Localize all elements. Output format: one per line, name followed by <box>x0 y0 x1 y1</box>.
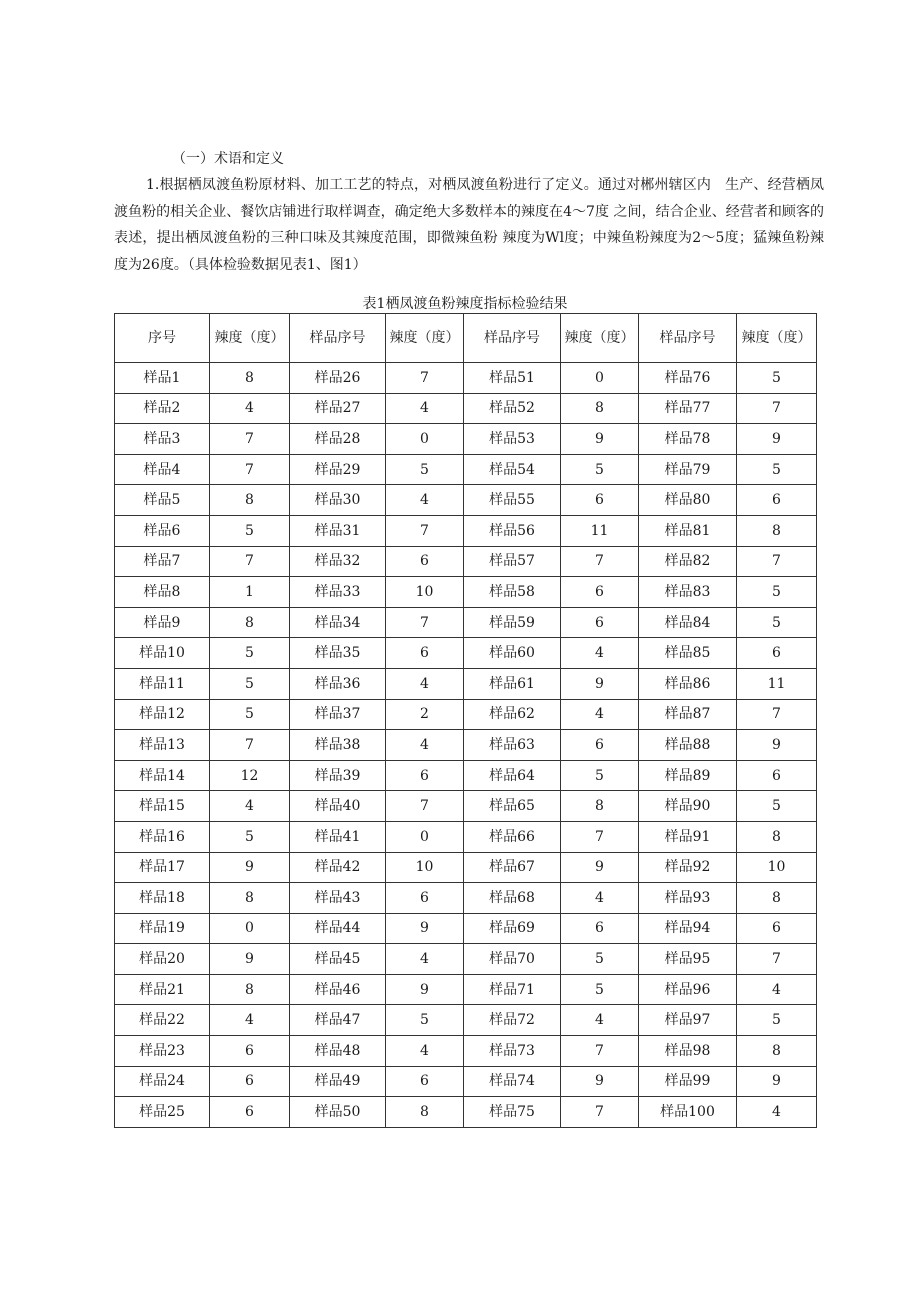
sample-id-cell: 样品81 <box>639 515 737 546</box>
spiciness-value-cell: 4 <box>386 668 464 699</box>
spiciness-value-cell: 10 <box>386 852 464 883</box>
spiciness-value-cell: 9 <box>737 1066 817 1097</box>
spiciness-value-cell: 4 <box>561 638 639 669</box>
spiciness-value-cell: 5 <box>737 454 817 485</box>
spiciness-value-cell: 4 <box>210 1005 290 1036</box>
spiciness-value-cell: 4 <box>386 730 464 761</box>
spiciness-value-cell: 9 <box>561 424 639 455</box>
spiciness-value-cell: 8 <box>386 1097 464 1128</box>
sample-id-cell: 样品63 <box>464 730 561 761</box>
definition-paragraph: 1.根据栖凤渡鱼粉原材料、加工工艺的特点，对栖凤渡鱼粉进行了定义。通过对郴州辖区内 生产、经营栖凤渡鱼粉的相关企业、餐饮店铺进行取样调查，确定绝大多数样本的辣度在4～7度 之间，结合企业、经营者和顾客的表述，提出栖凤渡鱼粉的三种口味及其辣度范围，即微辣鱼粉 辣度为Wl度；中辣鱼粉辣度为2～5度；猛辣鱼粉辣度为26度。（具体检验数据见表1、图1） <box>114 177 824 273</box>
sample-id-cell: 样品7 <box>115 546 210 577</box>
column-header: 辣度（度） <box>210 314 290 363</box>
sample-id-cell: 样品13 <box>115 730 210 761</box>
spiciness-value-cell: 2 <box>386 699 464 730</box>
spiciness-value-cell: 8 <box>737 515 817 546</box>
sample-id-cell: 样品50 <box>290 1097 386 1128</box>
sample-id-cell: 样品90 <box>639 791 737 822</box>
spiciness-value-cell: 12 <box>210 760 290 791</box>
sample-id-cell: 样品31 <box>290 515 386 546</box>
spiciness-value-cell: 5 <box>737 577 817 608</box>
table-row <box>115 791 817 822</box>
sample-id-cell: 样品6 <box>115 515 210 546</box>
spiciness-value-cell: 9 <box>386 913 464 944</box>
spiciness-value-cell: 0 <box>561 363 639 394</box>
sample-id-cell: 样品56 <box>464 515 561 546</box>
sample-id-cell: 样品72 <box>464 1005 561 1036</box>
sample-id-cell: 样品46 <box>290 974 386 1005</box>
spiciness-value-cell: 11 <box>737 668 817 699</box>
sample-id-cell: 样品73 <box>464 1036 561 1067</box>
spiciness-value-cell: 9 <box>561 1066 639 1097</box>
sample-id-cell: 样品37 <box>290 699 386 730</box>
sample-id-cell: 样品18 <box>115 883 210 914</box>
spiciness-value-cell: 4 <box>737 1097 817 1128</box>
sample-id-cell: 样品45 <box>290 944 386 975</box>
sample-id-cell: 样品91 <box>639 821 737 852</box>
sample-id-cell: 样品24 <box>115 1066 210 1097</box>
column-header: 辣度（度） <box>386 314 464 363</box>
spiciness-value-cell: 5 <box>386 454 464 485</box>
table-row <box>115 638 817 669</box>
sample-id-cell: 样品11 <box>115 668 210 699</box>
sample-id-cell: 样品25 <box>115 1097 210 1128</box>
spiciness-value-cell: 8 <box>210 363 290 394</box>
spiciness-value-cell: 7 <box>737 699 817 730</box>
spiciness-value-cell: 4 <box>561 883 639 914</box>
sample-id-cell: 样品10 <box>115 638 210 669</box>
sample-id-cell: 样品32 <box>290 546 386 577</box>
sample-id-cell: 样品47 <box>290 1005 386 1036</box>
sample-id-cell: 样品26 <box>290 363 386 394</box>
table-row <box>115 913 817 944</box>
spiciness-value-cell: 5 <box>561 974 639 1005</box>
table-row <box>115 485 817 516</box>
spiciness-value-cell: 5 <box>386 1005 464 1036</box>
spiciness-value-cell: 5 <box>561 944 639 975</box>
spiciness-results-table <box>114 313 817 1128</box>
sample-id-cell: 样品80 <box>639 485 737 516</box>
spiciness-value-cell: 8 <box>210 607 290 638</box>
table-row <box>115 393 817 424</box>
spiciness-value-cell: 8 <box>210 485 290 516</box>
spiciness-value-cell: 7 <box>561 546 639 577</box>
sample-id-cell: 样品48 <box>290 1036 386 1067</box>
spiciness-value-cell: 4 <box>386 485 464 516</box>
spiciness-value-cell: 6 <box>561 577 639 608</box>
sample-id-cell: 样品54 <box>464 454 561 485</box>
sample-id-cell: 样品21 <box>115 974 210 1005</box>
spiciness-value-cell: 7 <box>561 821 639 852</box>
sample-id-cell: 样品41 <box>290 821 386 852</box>
spiciness-value-cell: 9 <box>737 730 817 761</box>
sample-id-cell: 样品4 <box>115 454 210 485</box>
spiciness-value-cell: 9 <box>737 424 817 455</box>
sample-id-cell: 样品15 <box>115 791 210 822</box>
sample-id-cell: 样品99 <box>639 1066 737 1097</box>
spiciness-value-cell: 0 <box>386 821 464 852</box>
sample-id-cell: 样品60 <box>464 638 561 669</box>
spiciness-value-cell: 4 <box>386 944 464 975</box>
spiciness-value-cell: 8 <box>561 393 639 424</box>
spiciness-value-cell: 10 <box>386 577 464 608</box>
spiciness-value-cell: 8 <box>561 791 639 822</box>
spiciness-value-cell: 6 <box>386 546 464 577</box>
spiciness-value-cell: 7 <box>386 363 464 394</box>
sample-id-cell: 样品93 <box>639 883 737 914</box>
table-row <box>115 821 817 852</box>
sample-id-cell: 样品22 <box>115 1005 210 1036</box>
spiciness-value-cell: 9 <box>561 668 639 699</box>
sample-id-cell: 样品14 <box>115 760 210 791</box>
sample-id-cell: 样品70 <box>464 944 561 975</box>
table-row <box>115 699 817 730</box>
spiciness-value-cell: 11 <box>561 515 639 546</box>
spiciness-value-cell: 6 <box>210 1036 290 1067</box>
sample-id-cell: 样品88 <box>639 730 737 761</box>
sample-id-cell: 样品43 <box>290 883 386 914</box>
sample-id-cell: 样品34 <box>290 607 386 638</box>
sample-id-cell: 样品52 <box>464 393 561 424</box>
sample-id-cell: 样品27 <box>290 393 386 424</box>
spiciness-value-cell: 8 <box>737 821 817 852</box>
sample-id-cell: 样品30 <box>290 485 386 516</box>
table-row <box>115 668 817 699</box>
spiciness-value-cell: 5 <box>737 607 817 638</box>
spiciness-value-cell: 5 <box>737 1005 817 1036</box>
sample-id-cell: 样品85 <box>639 638 737 669</box>
table-row <box>115 883 817 914</box>
sample-id-cell: 样品78 <box>639 424 737 455</box>
sample-id-cell: 样品36 <box>290 668 386 699</box>
sample-id-cell: 样品40 <box>290 791 386 822</box>
sample-id-cell: 样品64 <box>464 760 561 791</box>
sample-id-cell: 样品29 <box>290 454 386 485</box>
sample-id-cell: 样品12 <box>115 699 210 730</box>
spiciness-value-cell: 4 <box>561 1005 639 1036</box>
spiciness-value-cell: 8 <box>210 883 290 914</box>
spiciness-value-cell: 9 <box>210 944 290 975</box>
spiciness-value-cell: 7 <box>561 1097 639 1128</box>
sample-id-cell: 样品59 <box>464 607 561 638</box>
spiciness-value-cell: 5 <box>561 760 639 791</box>
sample-id-cell: 样品66 <box>464 821 561 852</box>
sample-id-cell: 样品68 <box>464 883 561 914</box>
spiciness-value-cell: 5 <box>561 454 639 485</box>
table-row <box>115 974 817 1005</box>
spiciness-value-cell: 6 <box>561 913 639 944</box>
spiciness-value-cell: 7 <box>386 791 464 822</box>
sample-id-cell: 样品58 <box>464 577 561 608</box>
table-row <box>115 546 817 577</box>
sample-id-cell: 样品86 <box>639 668 737 699</box>
sample-id-cell: 样品2 <box>115 393 210 424</box>
spiciness-value-cell: 5 <box>210 699 290 730</box>
sample-id-cell: 样品76 <box>639 363 737 394</box>
sample-id-cell: 样品100 <box>639 1097 737 1128</box>
sample-id-cell: 样品79 <box>639 454 737 485</box>
spiciness-value-cell: 5 <box>210 668 290 699</box>
sample-id-cell: 样品55 <box>464 485 561 516</box>
sample-id-cell: 样品87 <box>639 699 737 730</box>
spiciness-value-cell: 7 <box>561 1036 639 1067</box>
table-row <box>115 1097 817 1128</box>
sample-id-cell: 样品65 <box>464 791 561 822</box>
sample-id-cell: 样品9 <box>115 607 210 638</box>
table-row <box>115 760 817 791</box>
sample-id-cell: 样品62 <box>464 699 561 730</box>
sample-id-cell: 样品69 <box>464 913 561 944</box>
spiciness-value-cell: 7 <box>386 607 464 638</box>
spiciness-value-cell: 9 <box>561 852 639 883</box>
spiciness-value-cell: 5 <box>737 363 817 394</box>
spiciness-value-cell: 10 <box>737 852 817 883</box>
spiciness-value-cell: 5 <box>210 515 290 546</box>
spiciness-value-cell: 7 <box>737 546 817 577</box>
sample-id-cell: 样品74 <box>464 1066 561 1097</box>
sample-id-cell: 样品53 <box>464 424 561 455</box>
spiciness-value-cell: 6 <box>737 638 817 669</box>
table-row <box>115 1036 817 1067</box>
sample-id-cell: 样品5 <box>115 485 210 516</box>
sample-id-cell: 样品35 <box>290 638 386 669</box>
sample-id-cell: 样品83 <box>639 577 737 608</box>
spiciness-value-cell: 6 <box>561 730 639 761</box>
table-body <box>115 363 817 1128</box>
column-header: 样品序号 <box>464 314 561 363</box>
sample-id-cell: 样品98 <box>639 1036 737 1067</box>
sample-id-cell: 样品82 <box>639 546 737 577</box>
spiciness-value-cell: 6 <box>561 485 639 516</box>
sample-id-cell: 样品61 <box>464 668 561 699</box>
sample-id-cell: 样品28 <box>290 424 386 455</box>
section-heading: （一）术语和定义 <box>172 151 284 167</box>
spiciness-value-cell: 4 <box>210 791 290 822</box>
spiciness-value-cell: 6 <box>386 638 464 669</box>
spiciness-value-cell: 7 <box>210 454 290 485</box>
spiciness-value-cell: 4 <box>386 393 464 424</box>
sample-id-cell: 样品75 <box>464 1097 561 1128</box>
table-header-row <box>115 314 817 363</box>
table-row <box>115 424 817 455</box>
spiciness-value-cell: 0 <box>386 424 464 455</box>
spiciness-value-cell: 1 <box>210 577 290 608</box>
spiciness-value-cell: 6 <box>210 1066 290 1097</box>
sample-id-cell: 样品96 <box>639 974 737 1005</box>
spiciness-value-cell: 6 <box>386 760 464 791</box>
sample-id-cell: 样品44 <box>290 913 386 944</box>
spiciness-value-cell: 7 <box>386 515 464 546</box>
spiciness-value-cell: 9 <box>210 852 290 883</box>
column-header: 样品序号 <box>290 314 386 363</box>
spiciness-value-cell: 8 <box>210 974 290 1005</box>
column-header: 样品序号 <box>639 314 737 363</box>
sample-id-cell: 样品16 <box>115 821 210 852</box>
sample-id-cell: 样品39 <box>290 760 386 791</box>
table-row <box>115 454 817 485</box>
spiciness-value-cell: 6 <box>386 1066 464 1097</box>
table-row <box>115 1005 817 1036</box>
sample-id-cell: 样品17 <box>115 852 210 883</box>
spiciness-value-cell: 4 <box>386 1036 464 1067</box>
spiciness-value-cell: 7 <box>210 424 290 455</box>
spiciness-value-cell: 6 <box>737 760 817 791</box>
spiciness-value-cell: 6 <box>561 607 639 638</box>
spiciness-value-cell: 5 <box>210 638 290 669</box>
spiciness-value-cell: 4 <box>210 393 290 424</box>
spiciness-value-cell: 4 <box>561 699 639 730</box>
table-row <box>115 1066 817 1097</box>
spiciness-value-cell: 7 <box>210 730 290 761</box>
sample-id-cell: 样品8 <box>115 577 210 608</box>
sample-id-cell: 样品20 <box>115 944 210 975</box>
sample-id-cell: 样品19 <box>115 913 210 944</box>
spiciness-value-cell: 9 <box>386 974 464 1005</box>
sample-id-cell: 样品1 <box>115 363 210 394</box>
spiciness-value-cell: 6 <box>737 913 817 944</box>
sample-id-cell: 样品77 <box>639 393 737 424</box>
spiciness-value-cell: 8 <box>737 883 817 914</box>
sample-id-cell: 样品51 <box>464 363 561 394</box>
sample-id-cell: 样品94 <box>639 913 737 944</box>
sample-id-cell: 样品71 <box>464 974 561 1005</box>
table-row <box>115 852 817 883</box>
sample-id-cell: 样品57 <box>464 546 561 577</box>
spiciness-value-cell: 4 <box>737 974 817 1005</box>
sample-id-cell: 样品49 <box>290 1066 386 1097</box>
spiciness-value-cell: 5 <box>210 821 290 852</box>
sample-id-cell: 样品92 <box>639 852 737 883</box>
sample-id-cell: 样品84 <box>639 607 737 638</box>
table-row <box>115 577 817 608</box>
sample-id-cell: 样品33 <box>290 577 386 608</box>
table-row <box>115 363 817 394</box>
table-row <box>115 607 817 638</box>
spiciness-value-cell: 7 <box>737 944 817 975</box>
spiciness-value-cell: 7 <box>737 393 817 424</box>
table-row <box>115 515 817 546</box>
sample-id-cell: 样品97 <box>639 1005 737 1036</box>
spiciness-value-cell: 6 <box>737 485 817 516</box>
table-caption: 表1栖凤渡鱼粉辣度指标检验结果 <box>362 296 568 312</box>
table-row <box>115 730 817 761</box>
sample-id-cell: 样品95 <box>639 944 737 975</box>
spiciness-value-cell: 8 <box>737 1036 817 1067</box>
sample-id-cell: 样品23 <box>115 1036 210 1067</box>
sample-id-cell: 样品67 <box>464 852 561 883</box>
column-header: 序号 <box>115 314 210 363</box>
sample-id-cell: 样品38 <box>290 730 386 761</box>
sample-id-cell: 样品42 <box>290 852 386 883</box>
sample-id-cell: 样品89 <box>639 760 737 791</box>
spiciness-value-cell: 6 <box>386 883 464 914</box>
column-header: 辣度（度） <box>737 314 817 363</box>
spiciness-value-cell: 6 <box>210 1097 290 1128</box>
table-row <box>115 944 817 975</box>
spiciness-value-cell: 5 <box>737 791 817 822</box>
spiciness-value-cell: 0 <box>210 913 290 944</box>
sample-id-cell: 样品3 <box>115 424 210 455</box>
column-header: 辣度（度） <box>561 314 639 363</box>
spiciness-value-cell: 7 <box>210 546 290 577</box>
